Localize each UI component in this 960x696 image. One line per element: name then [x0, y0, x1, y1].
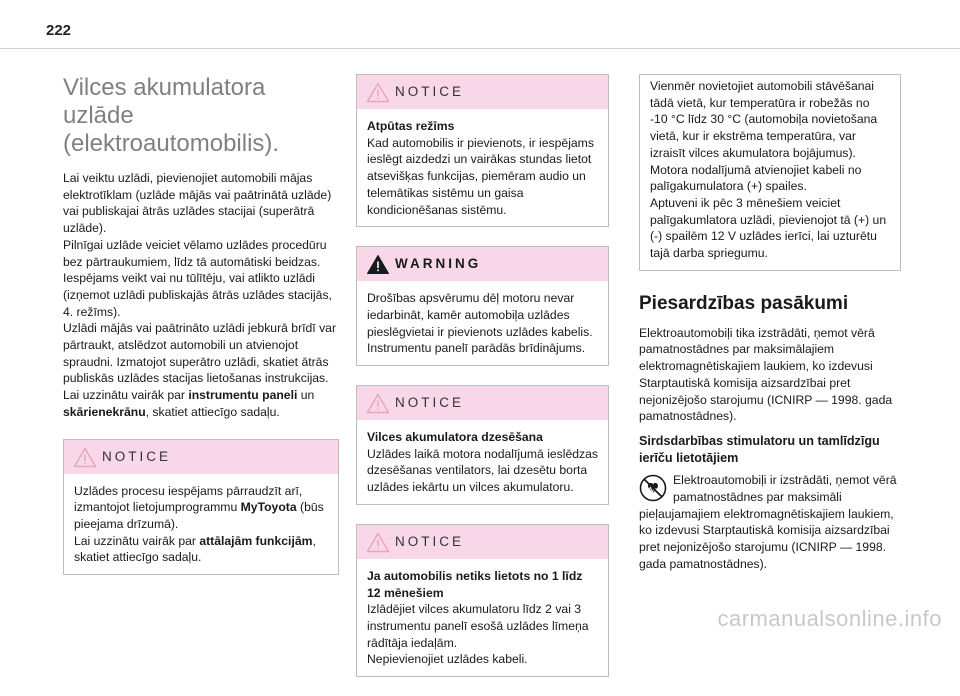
notice-text: Izlādējiet vilces akumulatoru līdz 2 vai 3 instrumentu panelī esošā uzlādes līmeņa rādītāja iedaļām.: [367, 602, 589, 650]
text: un: [297, 388, 315, 403]
warning-triangle-outline-icon: [366, 532, 390, 553]
text-bold: MyToyota: [240, 500, 297, 515]
text: (būs pieejama drīzumā).: [74, 500, 324, 531]
notice-box-mytoyota: [63, 439, 339, 576]
notice-body: [357, 109, 608, 226]
header-divider: [0, 48, 960, 49]
notice-header: [357, 386, 608, 420]
watermark: carmanualsonline.info: [717, 606, 942, 631]
paragraph: Motora nodalījumā atvienojiet kabeli no palīgakumulatora (+) spailes.: [650, 162, 862, 194]
pacemaker-text: Elektroautomobiļi ir izstrādāti, ņemot vērā pamatnostādnes par maksimāli pieļaujamajiem elektromagnētiskajiem laukiem, ko izdevusi Starptautiskā komisija aizsardzībai pret nejonizējošo starojumu (ICNIRP — 1998. gada pamatnostādnes).: [639, 473, 897, 571]
box-body: [640, 75, 900, 270]
reference-paragraph: [63, 387, 339, 420]
warning-text: Drošības apsvērumu dēļ motoru nevar iedarbināt, kamēr automobiļa uzlādes pieslēgvietai ir pievienots uzlādes kabelis. Instrumentu panelī parādās brīdinājums.: [367, 291, 593, 356]
text: , skatiet attiecīgo sadaļu.: [145, 404, 280, 419]
column-2: [356, 74, 609, 696]
warning-triangle-outline-icon: [73, 447, 97, 468]
warning-triangle-outline-icon: [366, 393, 390, 414]
notice-body: [64, 474, 338, 575]
column-1: [63, 74, 339, 594]
notice-box-battery-cooling: [356, 385, 609, 505]
page-number: 222: [46, 22, 72, 39]
paragraph: Pilnīgai uzlāde veiciet vēlamo uzlādes procedūru bez pārtraukumiem, līdz tā automātiski beidzas.: [63, 237, 327, 269]
notice-text: Kad automobilis ir pievienots, ir iespējams ieslēgt aizdedzi un vairākas stundas lietot atsevišķas funkcijas, piemēram audio un telemātikas sistēmu un gaisa kondicionēšanas sistēmu.: [367, 135, 594, 217]
notice-heading: Ja automobilis netiks lietots no 1 līdz 12 mēnešiem: [367, 568, 583, 600]
text-bold: attālajām funkcijām: [199, 533, 313, 548]
no-pacemaker-icon: [639, 474, 667, 502]
notice-heading: Vilces akumulatora dzesēšana: [367, 430, 543, 445]
paragraph: Uzlādi mājās vai paātrināto uzlādi jebkurā brīdī var pārtraukt, atslēdzot automobili un atvienojot spraudni. Izmatojot superātro uzlādi, skatiet ātrās publiskās uzlādes stacijas lietošanas instrukcijas.: [63, 321, 336, 386]
text-bold: instrumentu paneli: [188, 388, 298, 403]
notice-header: [64, 440, 338, 474]
text: Uzlādes procesu iespējams pārraudzīt arī, izmantojot lietojumprogrammu: [74, 483, 303, 515]
notice-header: [357, 525, 608, 559]
paragraph: Lai veiktu uzlādi, pievienojiet automobili mājas elektrotīklam (uzlāde mājās vai paātrinātā uzlāde) vai publiskajai ātrās uzlādes stacijai (superātrā uzlāde).: [63, 171, 332, 236]
notice-heading: Atpūtas režīms: [367, 119, 455, 133]
paragraph: Elektroautomobiļi tika izstrādāti, ņemot vērā pamatnostādnes par maksimālajiem elektromagnētiskajiem laukiem, ko izdevusi Starptautiskā komisija aizsardzībai pret nejonizējošo starojumu (ICNIRP — 1998. gada pamatnostādnes).: [639, 325, 893, 424]
paragraph: Aptuveni ik pēc 3 mēnešiem veiciet palīgakumlatora uzlādi, pievienojot tā (+) un (-) spailēm 12 V uzlādes ierīci, lai uzturētu tajā darba spriegumu.: [650, 195, 887, 261]
section-title-precautions: Piesardzības pasākumi: [639, 292, 849, 314]
warning-header: [357, 247, 608, 281]
notice-label: NOTICE: [395, 395, 465, 411]
notice-body: [357, 559, 608, 676]
warning-triangle-filled-icon: [366, 254, 390, 275]
text: , skatiet attiecīgo sadaļu.: [74, 533, 316, 565]
column-3: [639, 74, 901, 573]
warning-label: WARNING: [395, 256, 482, 272]
warning-box: [356, 246, 609, 366]
text: Lai uzzinātu vairāk par: [74, 533, 200, 548]
paragraph: Vienmēr novietojiet automobili stāvēšanai tādā vietā, kur temperatūra ir robežās no -10 °C līdz 30 °C (automobiļa novietošana vietā, kur ir ekstrēma temperatūra, var izraisīt vilces akumulatora bojājumus).: [650, 79, 878, 160]
notice-box-rest-mode: [356, 74, 609, 227]
notice-label: NOTICE: [395, 84, 465, 99]
notice-text: Nepievienojiet uzlādes kabeli.: [367, 652, 528, 667]
text: Lai uzzinātu vairāk par: [63, 388, 189, 403]
storage-continued-box: [639, 74, 901, 271]
paragraph: Iespējams veikt vai nu tūlītēju, vai atlikto uzlādi (izņemot uzlādi publiskajās ātrās uzlādes stacijās, 4. režīms).: [63, 271, 332, 319]
notice-text: [74, 483, 328, 533]
notice-text: [74, 533, 328, 566]
pacemaker-notice: [639, 472, 901, 572]
warning-body: [357, 281, 608, 365]
notice-text: Uzlādes laikā motora nodalījumā ieslēdzas dzesēšanas ventilators, lai dzesētu borta uzlādes iekārtu un vilces akumulatoru.: [367, 446, 599, 495]
warning-triangle-outline-icon: [366, 82, 390, 103]
text-bold: skārienekrānu: [63, 404, 146, 419]
notice-header: [357, 75, 608, 109]
notice-body: [357, 420, 608, 504]
subheading-pacemaker: Sirdsdarbības stimulatoru un tamlīdzīgu ierīču lietotājiem: [639, 433, 880, 465]
notice-label: NOTICE: [102, 448, 172, 464]
section-title-charging: Vilces akumulatora uzlāde (elektroautomobilis).: [63, 74, 280, 157]
notice-label: NOTICE: [395, 533, 465, 549]
notice-box-storage: [356, 524, 609, 677]
